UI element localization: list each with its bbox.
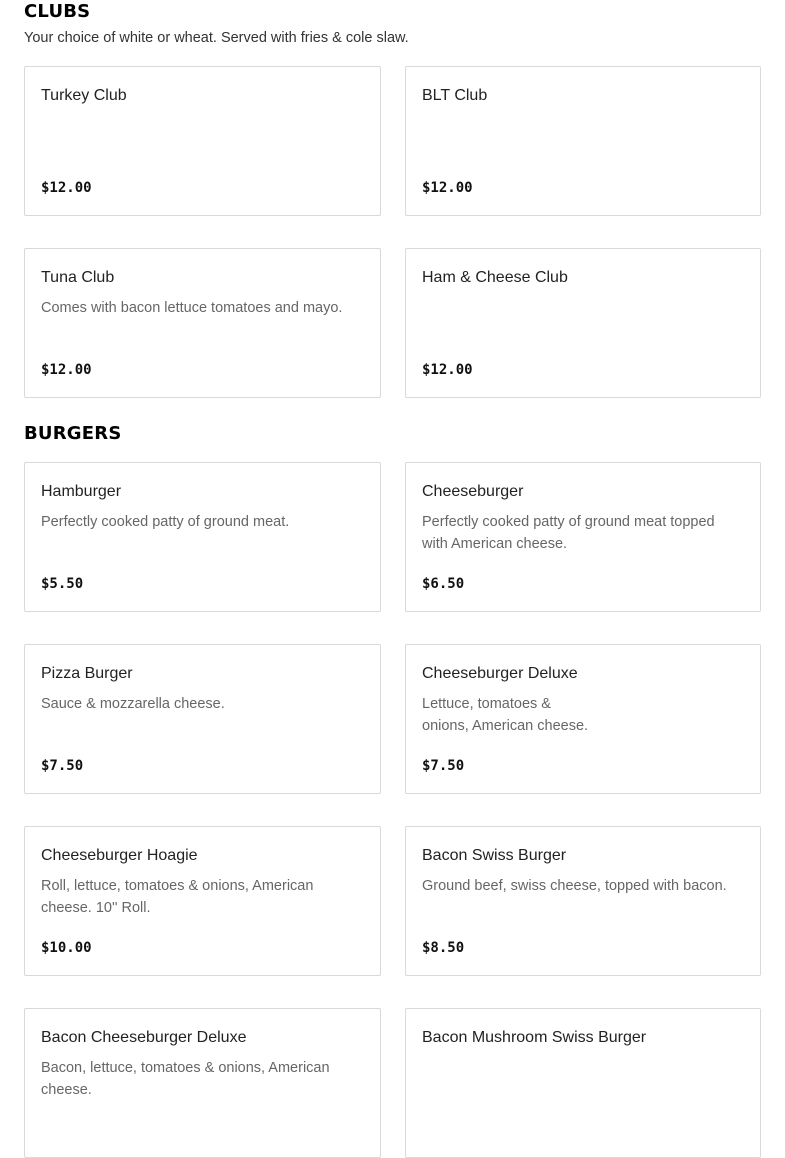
- menu-item-price: $7.50: [422, 758, 465, 774]
- menu-item-description: Comes with bacon lettuce tomatoes and mayo.: [41, 300, 343, 316]
- menu-item-price: $12.00: [41, 362, 92, 378]
- menu-item-card[interactable]: [405, 66, 761, 216]
- menu-item-card[interactable]: [405, 644, 761, 794]
- menu-item-name: BLT Club: [422, 87, 488, 104]
- menu-item-card[interactable]: [24, 248, 381, 398]
- menu-item-card[interactable]: [24, 66, 381, 216]
- menu-item-price: $6.50: [422, 576, 465, 592]
- section-title-burgers: BURGERS: [24, 423, 122, 444]
- menu-item-price: $10.00: [41, 940, 92, 956]
- menu-item-card[interactable]: [24, 826, 381, 976]
- menu-item-name: Pizza Burger: [41, 665, 133, 682]
- menu-item-name: Turkey Club: [41, 87, 127, 104]
- menu-item-card[interactable]: [405, 248, 761, 398]
- menu-item-price: $7.50: [41, 758, 84, 774]
- menu-item-card[interactable]: [24, 644, 381, 794]
- menu-item-price: $12.00: [422, 180, 473, 196]
- menu-item-card[interactable]: [405, 826, 761, 976]
- menu-item-price: $5.50: [41, 576, 84, 592]
- menu-item-name: Cheeseburger Deluxe: [422, 665, 578, 682]
- menu-item-description: Bacon, lettuce, tomatoes & onions, American cheese.: [41, 1060, 330, 1098]
- menu-item-card[interactable]: [405, 462, 761, 612]
- menu-item-description: Perfectly cooked patty of ground meat.: [41, 514, 290, 530]
- section-title-clubs: CLUBS: [24, 1, 91, 22]
- menu-item-price: $12.00: [41, 180, 92, 196]
- menu-item-name: Cheeseburger Hoagie: [41, 847, 198, 864]
- menu-item-card[interactable]: [24, 1008, 381, 1158]
- section-subtitle-clubs: Your choice of white or wheat. Served with fries & cole slaw.: [24, 30, 409, 46]
- menu-item-name: Ham & Cheese Club: [422, 269, 568, 286]
- menu-item-description: Roll, lettuce, tomatoes & onions, American cheese. 10'' Roll.: [41, 878, 314, 916]
- menu-item-name: Bacon Cheeseburger Deluxe: [41, 1029, 247, 1046]
- menu-item-description: Ground beef, swiss cheese, topped with bacon.: [422, 878, 727, 894]
- menu-item-description: Lettuce, tomatoes & onions, American cheese.: [422, 696, 589, 734]
- menu-item-description: Perfectly cooked patty of ground meat topped with American cheese.: [422, 514, 715, 552]
- menu-item-name: Hamburger: [41, 483, 122, 500]
- menu-item-price: $12.00: [422, 362, 473, 378]
- menu-item-price: $8.50: [422, 940, 465, 956]
- menu-item-name: Cheeseburger: [422, 483, 524, 500]
- menu-item-card[interactable]: [24, 462, 381, 612]
- menu-item-name: Bacon Swiss Burger: [422, 847, 567, 864]
- menu-item-name: Bacon Mushroom Swiss Burger: [422, 1029, 647, 1046]
- menu-item-description: Sauce & mozzarella cheese.: [41, 696, 225, 712]
- menu-item-name: Tuna Club: [41, 269, 115, 286]
- menu-item-card[interactable]: [405, 1008, 761, 1158]
